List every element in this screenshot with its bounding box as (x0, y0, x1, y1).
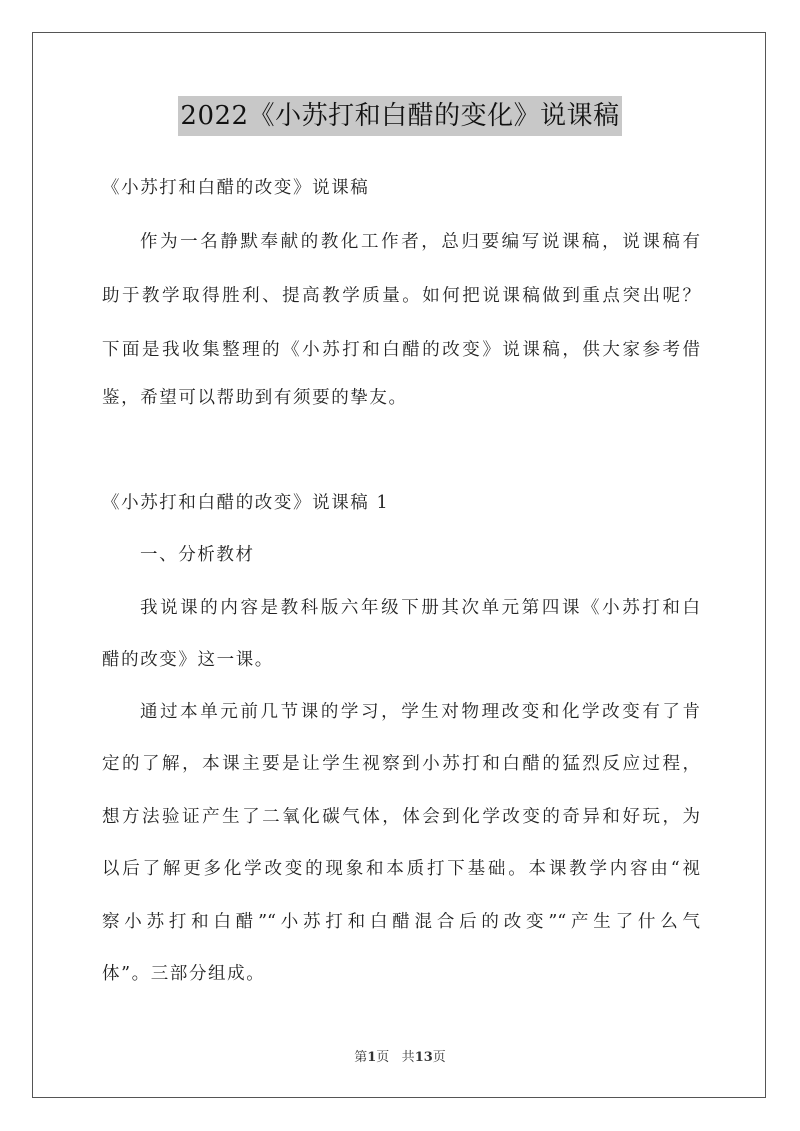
para1-line: 我说课的内容是教科版六年级下册其次单元第四课《小苏打和白 (140, 598, 700, 618)
para2-line: 想方法验证产生了二氧化碳气体，体会到化学改变的奇异和好玩，为 (102, 807, 700, 827)
intro-line: 助于教学取得胜利、提高教学质量。如何把说课稿做到重点突出呢？ (102, 286, 700, 306)
section-title: 《小苏打和白醋的改变》说课稿 1 (102, 493, 390, 513)
para2-line: 体”。三部分组成。 (102, 964, 266, 984)
total-suffix: 页 (432, 1050, 446, 1065)
page-suffix: 页 (376, 1050, 390, 1065)
title-wrap (0, 96, 800, 136)
intro-line: 下面是我收集整理的《小苏打和白醋的改变》说课稿，供大家参考借 (102, 340, 700, 360)
para2-line: 以后了解更多化学改变的现象和本质打下基础。本课教学内容由“视 (102, 859, 700, 879)
page-number: 1 (367, 1050, 377, 1065)
para1-line: 醋的改变》这一课。 (102, 650, 274, 670)
total-pages: 13 (414, 1050, 433, 1065)
intro-line: 鉴，希望可以帮助到有须要的挚友。 (102, 388, 408, 408)
para2-line: 通过本单元前几节课的学习，学生对物理改变和化学改变有了肯 (140, 702, 700, 722)
document-title: 2022《小苏打和白醋的变化》说课稿 (178, 96, 621, 136)
total-prefix: 共 (401, 1050, 415, 1065)
heading-analysis: 一、分析教材 (140, 545, 255, 565)
page-footer (0, 1046, 800, 1065)
para2-line: 察小苏打和白醋”“小苏打和白醋混合后的改变”“产生了什么气 (102, 912, 700, 932)
para2-line: 定的了解，本课主要是让学生视察到小苏打和白醋的猛烈反应过程， (102, 754, 700, 774)
intro-line: 作为一名静默奉献的教化工作者，总归要编写说课稿，说课稿有 (140, 232, 700, 252)
page-prefix: 第 (354, 1050, 368, 1065)
subtitle: 《小苏打和白醋的改变》说课稿 (102, 178, 370, 198)
